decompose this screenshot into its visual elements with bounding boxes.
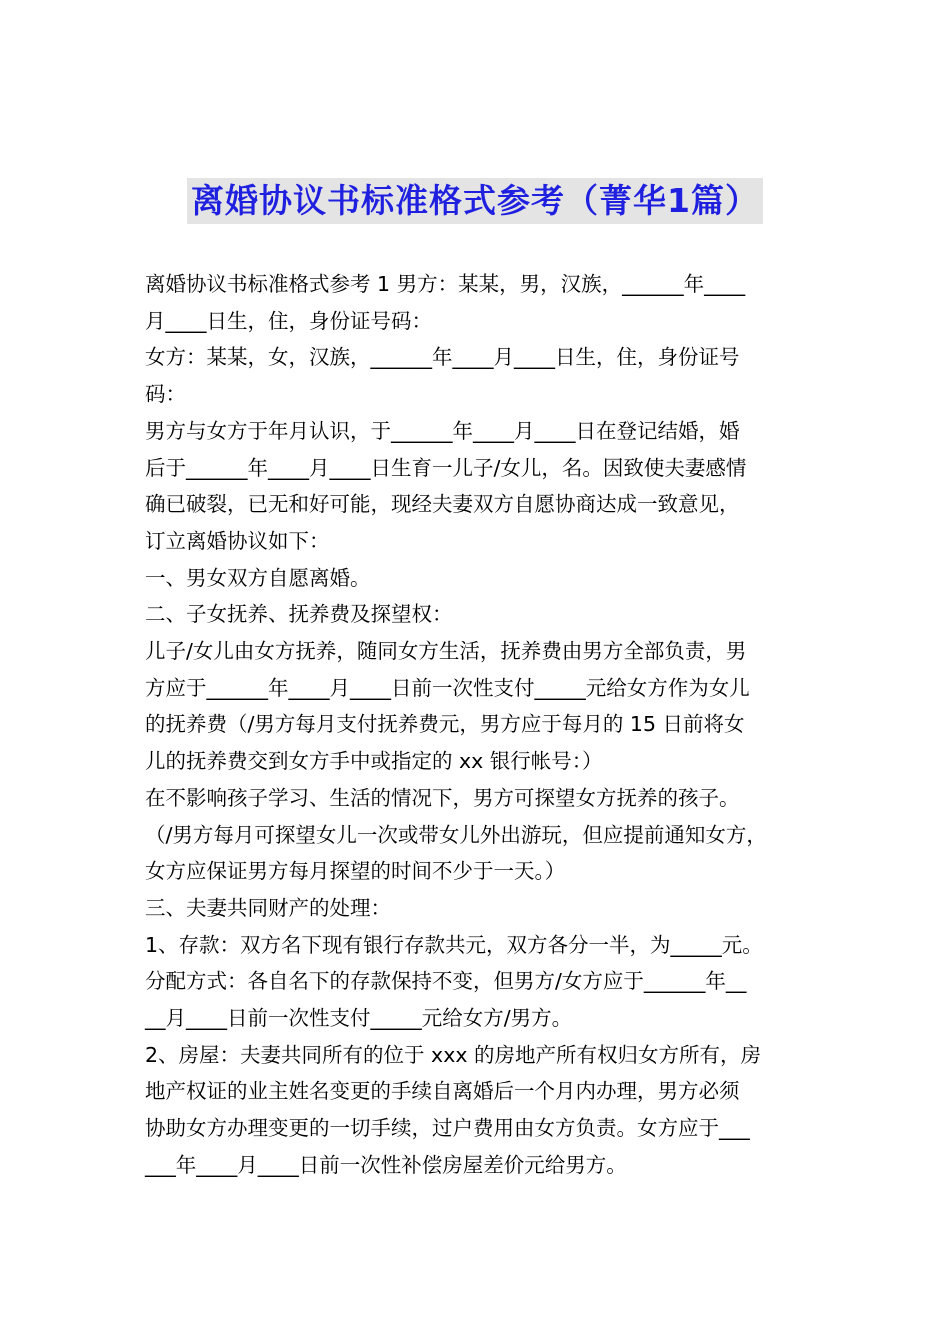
- text-line: 地产权证的业主姓名变更的手续自离婚后一个月内办理，男方必须: [145, 1079, 740, 1104]
- text-line: 离婚协议书标准格式参考 1 男方：某某，男，汉族，______年____: [145, 272, 746, 296]
- text-line: 儿子/女儿由女方抚养，随同女方生活，抚养费由男方全部负责，男: [145, 639, 747, 664]
- text-line: 二、子女抚养、抚养费及探望权：: [145, 602, 453, 627]
- text-line: 确已破裂，已无和好可能，现经夫妻双方自愿协商达成一致意见，: [145, 492, 740, 517]
- text-line: 1、存款：双方名下现有银行存款共元，双方各分一半，为_____元。: [145, 932, 763, 957]
- document-body: [145, 266, 830, 1184]
- text-line: 分配方式：各自名下的存款保持不变，但男方/女方应于______年__: [145, 969, 747, 994]
- text-line: 的抚养费（/男方每月支付抚养费元，男方应于每月的 15 日前将女: [145, 712, 745, 737]
- text-line: 月____日生，住，身份证号码：: [145, 308, 432, 333]
- text-line: 女方应保证男方每月探望的时间不少于一天。）: [145, 859, 566, 884]
- page-title: [0, 176, 950, 226]
- text-line: 男方与女方于年月认识，于______年____月____日在登记结婚，婚: [145, 418, 740, 443]
- text-line: 协助女方办理变更的一切手续，过户费用由女方负责。女方应于___: [145, 1116, 750, 1141]
- text-line: 一、男女双方自愿离婚。: [145, 565, 371, 590]
- text-line: 女方：某某，女，汉族，______年____月____日生，住，身份证号: [145, 345, 740, 370]
- text-line: 后于______年____月____日生育一儿子/女儿，名。因致使夫妻感情: [145, 455, 747, 480]
- text-line: 2、房屋：夫妻共同所有的位于 xxx 的房地产所有权归女方所有，房: [145, 1042, 761, 1067]
- text-line: 儿的抚养费交到女方手中或指定的 xx 银行帐号：）: [145, 749, 603, 774]
- text-line: 订立离婚协议如下：: [145, 528, 330, 553]
- text-line: 三、夫妻共同财产的处理：: [145, 895, 391, 920]
- text-line: __月____日前一次性支付_____元给女方/男方。: [145, 1006, 573, 1031]
- text-line: 码：: [145, 382, 186, 407]
- text-line: （/男方每月可探望女儿一次或带女儿外出游玩，但应提前通知女方，: [145, 822, 767, 847]
- text-line: 在不影响孩子学习、生活的情况下，男方可探望女方抚养的孩子。: [145, 785, 740, 810]
- text-line: ___年____月____日前一次性补偿房屋差价元给男方。: [145, 1152, 627, 1177]
- text-line: 方应于______年____月____日前一次性支付_____元给女方作为女儿: [145, 675, 750, 700]
- page-title-text: 离婚协议书标准格式参考（菁华1篇）: [187, 178, 763, 224]
